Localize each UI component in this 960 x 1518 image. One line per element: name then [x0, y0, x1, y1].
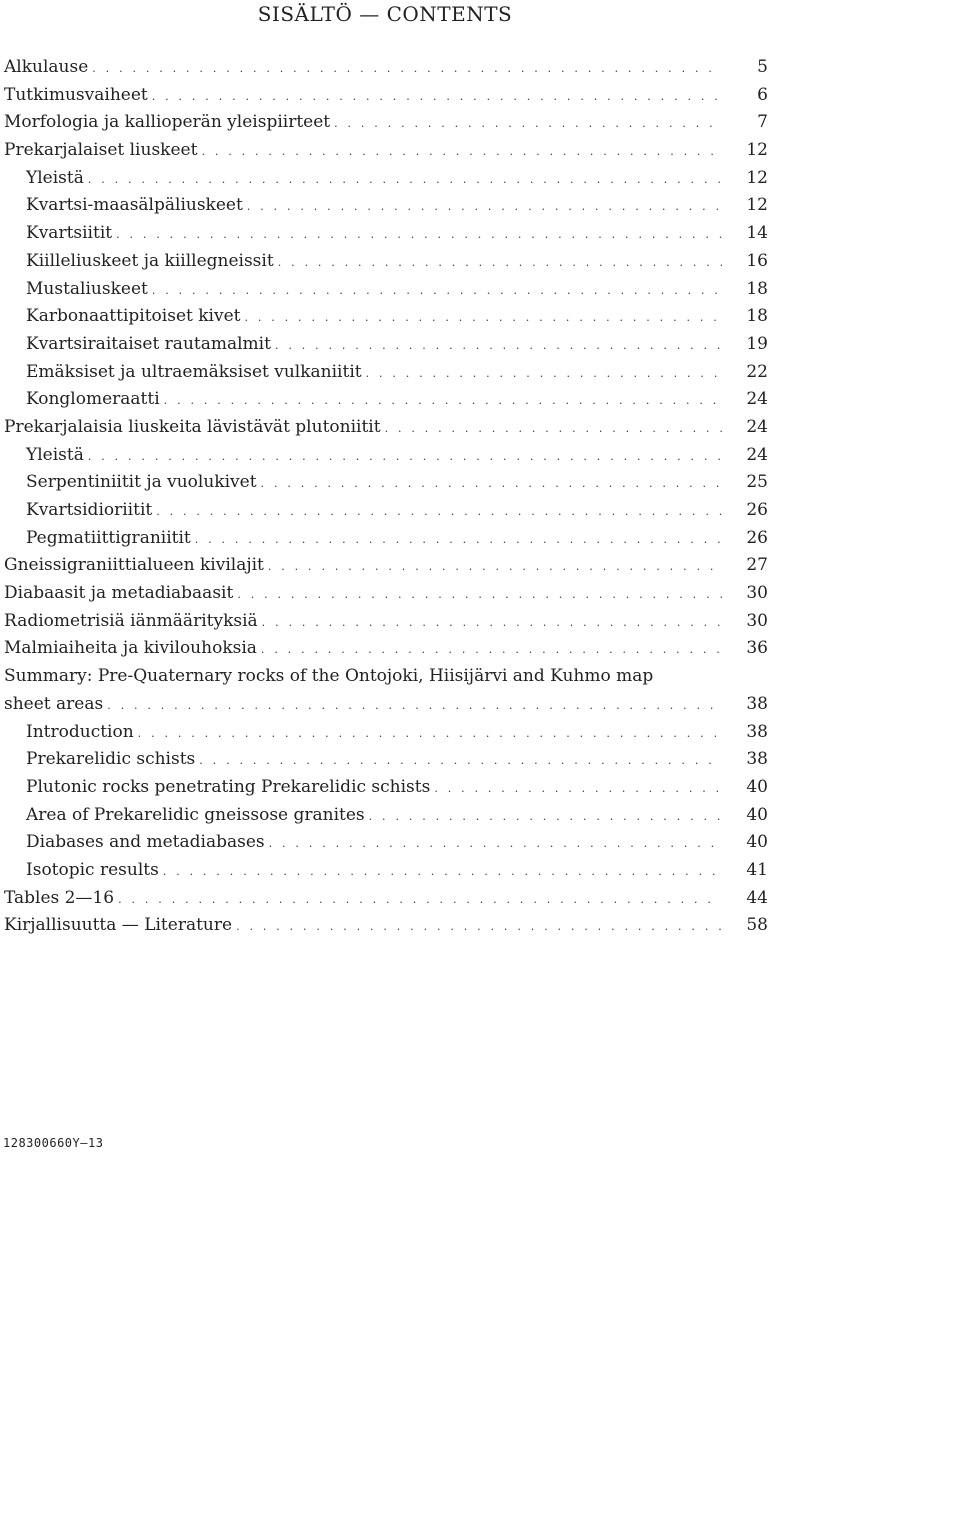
toc-entry-label: Kiilleliuskeet ja kiillegneissit — [26, 250, 274, 271]
toc-entry-page: 24 — [746, 389, 768, 410]
toc-entry — [4, 635, 768, 663]
toc-entry-label: Malmiaiheita ja kivilouhoksia — [4, 638, 257, 659]
toc-dot-leader — [261, 636, 722, 664]
toc-entry-page: 30 — [746, 583, 768, 604]
toc-entry-page: 12 — [746, 167, 768, 188]
toc-dot-leader — [366, 360, 722, 388]
toc-entry — [4, 54, 768, 82]
toc-entry-label: Yleistä — [26, 444, 84, 465]
toc-entry-page: 18 — [746, 306, 768, 327]
toc-entry — [4, 276, 768, 304]
toc-dot-leader — [385, 415, 722, 443]
toc-entry-page: 44 — [746, 887, 768, 908]
toc-entry-page: 12 — [746, 140, 768, 161]
toc-entry — [4, 802, 768, 830]
toc-entry-page: 30 — [746, 610, 768, 631]
toc-entry — [4, 885, 768, 913]
toc-entry-label: Kvartsi-maasälpäliuskeet — [26, 195, 243, 216]
toc-entry-label: Mustaliuskeet — [26, 278, 148, 299]
toc-entry-page: 27 — [746, 555, 768, 576]
toc-entry-label: Prekarelidic schists — [26, 749, 196, 770]
toc-dot-leader — [236, 913, 722, 941]
toc-dot-leader — [261, 470, 722, 498]
toc-dot-leader — [116, 221, 722, 249]
toc-dot-leader — [152, 277, 722, 305]
toc-entry-page: 19 — [746, 333, 768, 354]
toc-entry — [4, 691, 768, 719]
toc-dot-leader — [268, 553, 722, 581]
toc-dot-leader — [152, 83, 722, 111]
toc-entry — [4, 497, 768, 525]
toc-entry-label: Area of Prekarelidic gneissose granites — [26, 804, 365, 825]
toc-entry-label: Kvartsidioriitit — [26, 500, 153, 520]
toc-entry-label: Tables 2—16 — [4, 887, 115, 908]
toc-entry-label: Tutkimusvaiheet — [4, 84, 148, 105]
toc-entry-label: Radiometrisiä iänmäärityksiä — [4, 610, 258, 631]
toc-entry-page: 14 — [746, 223, 768, 244]
toc-entry-label: Pegmatiittigraniitit — [26, 527, 191, 548]
toc-dot-leader — [88, 443, 722, 471]
toc-entry-label: Plutonic rocks penetrating Prekarelidic schists — [26, 776, 431, 797]
toc-dot-leader — [195, 526, 722, 554]
toc-entry-page: 40 — [746, 776, 768, 797]
toc-dot-leader — [369, 803, 722, 831]
toc-dot-leader — [156, 498, 722, 526]
toc-dot-leader — [334, 110, 722, 138]
toc-entry-page: 24 — [746, 416, 768, 437]
toc-entry-page: 22 — [746, 361, 768, 382]
toc-dot-leader — [163, 858, 722, 886]
toc-entry — [4, 442, 768, 470]
toc-entry-label: Diabases and metadiabases — [26, 832, 265, 853]
toc-entry — [4, 109, 768, 137]
toc-dot-leader — [138, 720, 722, 748]
toc-dot-leader — [262, 609, 722, 637]
toc-dot-leader — [278, 249, 722, 277]
toc-dot-leader — [244, 304, 722, 332]
toc-entry — [4, 165, 768, 193]
toc-entry — [4, 248, 768, 276]
toc-dot-leader — [164, 387, 722, 415]
toc-dot-leader — [199, 747, 722, 775]
toc-entry — [4, 552, 768, 580]
toc-dot-leader — [247, 193, 722, 221]
toc-entry-page: 40 — [746, 832, 768, 853]
toc-entry-page: 38 — [746, 721, 768, 742]
toc-dot-leader — [269, 830, 722, 858]
toc-entry-page: 7 — [757, 112, 768, 133]
toc-dot-leader — [237, 581, 722, 609]
table-of-contents — [4, 54, 768, 940]
toc-entry — [4, 331, 768, 359]
toc-entry-label: Prekarjalaisia liuskeita lävistävät plutoniitit — [4, 416, 381, 437]
toc-entry-label: Introduction — [26, 721, 134, 742]
toc-entry-label: Serpentiniitit ja vuolukivet — [26, 472, 257, 493]
toc-dot-leader — [92, 55, 722, 83]
toc-dot-leader — [107, 692, 722, 720]
toc-dot-leader — [118, 886, 722, 914]
toc-entry-label: Diabaasit ja metadiabaasit — [4, 583, 234, 604]
toc-entry — [4, 414, 768, 442]
toc-entry-page: 24 — [746, 444, 768, 465]
toc-entry — [4, 137, 768, 165]
toc-entry-page: 18 — [746, 278, 768, 299]
toc-dot-leader — [88, 166, 722, 194]
toc-entry-page: 25 — [746, 472, 768, 493]
toc-summary-line1: Summary: Pre-Quaternary rocks of the Ontojoki, Hiisijärvi and Kuhmo map — [4, 666, 654, 687]
toc-entry — [4, 746, 768, 774]
toc-entry-label: Alkulause — [4, 57, 89, 77]
toc-entry-page: 58 — [746, 915, 768, 936]
toc-entry-label: Prekarjalaiset liuskeet — [4, 140, 198, 161]
toc-entry — [4, 608, 768, 636]
toc-entry-page: 16 — [746, 250, 768, 271]
toc-dot-leader — [201, 138, 722, 166]
toc-entry-page: 36 — [746, 638, 768, 659]
toc-entry — [4, 220, 768, 248]
toc-entry — [4, 192, 768, 220]
toc-entry-label: Karbonaattipitoiset kivet — [26, 306, 241, 327]
toc-entry-page: 26 — [746, 500, 768, 520]
toc-entry — [4, 580, 768, 608]
toc-summary-line2: sheet areas — [4, 693, 104, 714]
toc-entry — [4, 386, 768, 414]
toc-entry — [4, 774, 768, 802]
toc-entry-label: Emäksiset ja ultraemäksiset vulkaniitit — [26, 361, 362, 382]
toc-entry-label: Morfologia ja kallioperän yleispiirteet — [4, 112, 331, 133]
toc-entry — [4, 469, 768, 497]
print-code: 128300660Y—13 — [3, 1136, 104, 1150]
toc-entry-page: 38 — [746, 749, 768, 770]
toc-entry — [4, 525, 768, 553]
toc-entry-page: 26 — [746, 527, 768, 548]
toc-entry — [4, 719, 768, 747]
page-title: SISÄLTÖ — CONTENTS — [257, 2, 513, 26]
toc-entry-label: Isotopic results — [26, 859, 159, 880]
toc-entry-page: 38 — [746, 693, 768, 714]
toc-entry-page: 5 — [757, 57, 768, 77]
toc-entry-label: Kvartsiraitaiset rautamalmit — [26, 333, 271, 354]
toc-entry-label: Yleistä — [26, 167, 84, 188]
toc-entry-page: 12 — [746, 195, 768, 216]
toc-entry — [4, 303, 768, 331]
toc-entry — [4, 857, 768, 885]
toc-entry-page: 41 — [746, 859, 768, 880]
toc-entry — [4, 912, 768, 940]
toc-entry-label: Kvartsiitit — [26, 223, 113, 244]
toc-entry-label: Gneissigraniittialueen kivilajit — [4, 555, 264, 576]
toc-summary-heading — [4, 663, 768, 691]
toc-entry-page: 6 — [757, 84, 768, 105]
toc-entry-label: Kirjallisuutta — Literature — [4, 915, 233, 936]
toc-entry — [4, 829, 768, 857]
toc-dot-leader — [275, 332, 722, 360]
toc-entry — [4, 82, 768, 110]
toc-entry-label: Konglomeraatti — [26, 389, 160, 410]
toc-entry-page: 40 — [746, 804, 768, 825]
toc-entry — [4, 359, 768, 387]
toc-dot-leader — [434, 775, 722, 803]
